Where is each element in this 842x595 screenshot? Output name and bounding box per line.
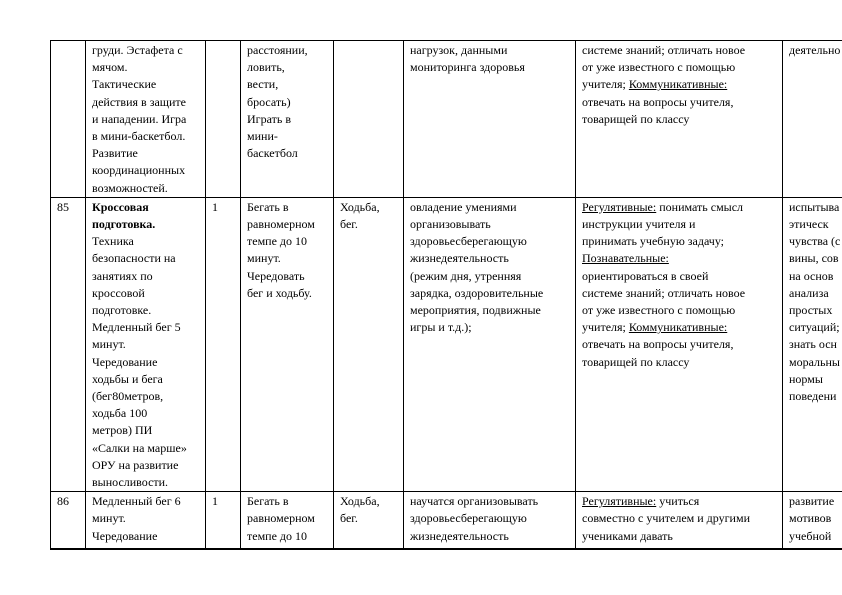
activity-cell <box>334 41 404 198</box>
uud-text: учителя; <box>582 320 629 335</box>
subject-results-line: зарядка, оздоровительные <box>410 285 544 300</box>
topic-line: (бег80метров, <box>92 389 164 404</box>
uud-text: понимать смысл <box>656 199 744 214</box>
uud-line <box>582 216 782 233</box>
table-row <box>51 41 842 198</box>
personal-results-line: мотивов <box>789 511 832 526</box>
uud-line <box>582 94 782 111</box>
uud-text: системе знаний; отличать новое <box>582 285 746 300</box>
lesson-number: 86 <box>57 494 69 509</box>
uud-text: совместно с учителем и другими <box>582 511 750 526</box>
skills-line: равномерном <box>247 217 315 232</box>
personal-results-line: деятельно <box>789 43 841 57</box>
hours-cell <box>206 492 241 550</box>
topic-line: Медленный бег 5 <box>92 320 181 335</box>
uud-text: учиться <box>656 494 700 509</box>
skills-line: ловить, <box>247 60 285 75</box>
uud-line <box>582 250 782 267</box>
uud-line <box>582 528 782 545</box>
topic-line: Чередование <box>92 528 158 543</box>
uud-text: учениками давать <box>582 528 673 543</box>
topic-line: действия в защите <box>92 94 186 109</box>
uud-line <box>582 233 782 250</box>
personal-results-line: развитие <box>789 494 835 509</box>
uud-category-label: Коммуникативные: <box>628 320 728 335</box>
activity-line: Ходьба, <box>340 494 380 509</box>
table-body <box>51 41 842 550</box>
uud-line <box>582 319 782 336</box>
lesson-plan-table <box>50 40 842 550</box>
topic-line: в мини-баскетбол. <box>92 129 186 144</box>
activity-cell <box>334 197 404 491</box>
topic-line: ходьба 100 <box>92 406 148 421</box>
subject-results-line: нагрузок, данными <box>410 43 508 57</box>
skills-line: минут. <box>247 251 281 266</box>
skills-line: мини- <box>247 129 278 144</box>
activity-line: бег. <box>340 511 358 526</box>
uud-line <box>582 285 782 302</box>
personal-results-line: нормы <box>789 371 823 386</box>
uud-line <box>582 111 782 128</box>
topic-line: безопасности на <box>92 251 176 266</box>
uud-line <box>582 268 782 285</box>
lesson-number-cell <box>51 492 86 550</box>
personal-results-line: ситуаций; <box>789 320 840 335</box>
topic-line: и нападении. Игра <box>92 111 187 126</box>
uud-text: товарищей по классу <box>582 111 690 126</box>
topic-line: выносливости. <box>92 475 169 490</box>
uud-text: принимать учебную задачу; <box>582 234 725 249</box>
topic-line: Развитие <box>92 146 138 161</box>
uud-text: от уже известного с помощью <box>582 303 736 318</box>
hours-value: 1 <box>212 199 218 214</box>
uud-text: от уже известного с помощью <box>582 60 736 75</box>
uud-cell <box>576 492 783 550</box>
uud-line <box>582 199 782 216</box>
topic-line: подготовке. <box>92 303 152 318</box>
topic-line: ходьбы и бега <box>92 371 163 386</box>
subject-results-cell <box>404 41 576 198</box>
personal-results-line: чувства (с <box>789 234 841 249</box>
skills-line: расстоянии, <box>247 43 308 57</box>
topic-line: Кроссовая <box>92 199 149 214</box>
subject-results-line: овладение умениями <box>410 199 517 214</box>
personal-results-line: поведени <box>789 389 837 404</box>
topic-line: минут. <box>92 337 126 352</box>
lesson-number-cell <box>51 197 86 491</box>
lesson-topic-cell <box>86 492 206 550</box>
topic-line: Чередование <box>92 354 158 369</box>
hours-cell <box>206 41 241 198</box>
topic-line: ОРУ на развитие <box>92 457 179 472</box>
skills-line: темпе до 10 <box>247 234 308 249</box>
subject-results-line: жизнедеятельность <box>410 251 509 266</box>
topic-line: подготовка. <box>92 217 156 232</box>
topic-line: возможностей. <box>92 180 168 195</box>
lesson-topic-cell <box>86 197 206 491</box>
skills-line: равномерном <box>247 511 315 526</box>
personal-results-cell <box>783 197 842 491</box>
uud-cell <box>576 41 783 198</box>
document-page <box>50 40 842 550</box>
skills-line: бросать) <box>247 94 291 109</box>
personal-results-line: учебной <box>789 528 832 543</box>
personal-results-cell <box>783 492 842 550</box>
skills-line: Чередовать <box>247 268 305 283</box>
subject-results-line: мониторинга здоровья <box>410 60 525 75</box>
personal-results-line: простых <box>789 303 833 318</box>
topic-line: «Салки на марше» <box>92 440 187 455</box>
uud-category-label: Познавательные: <box>582 251 669 266</box>
uud-line <box>582 59 782 76</box>
subject-results-line: организовывать <box>410 217 491 232</box>
subject-results-line: (режим дня, утренняя <box>410 268 522 283</box>
topic-line: груди. Эстафета с <box>92 43 183 57</box>
topic-line: занятиях по <box>92 268 153 283</box>
skills-cell <box>241 41 334 198</box>
subject-results-line: мероприятия, подвижные <box>410 303 541 318</box>
topic-line: минут. <box>92 511 126 526</box>
subject-results-line: научатся организовывать <box>410 494 539 509</box>
personal-results-line: на основ <box>789 268 834 283</box>
hours-value: 1 <box>212 494 218 509</box>
subject-results-line: игры и т.д.); <box>410 320 472 335</box>
personal-results-line: испытыва <box>789 199 840 214</box>
uud-line <box>582 493 782 510</box>
personal-results-line: знать осн <box>789 337 837 352</box>
topic-line: мячом. <box>92 60 128 75</box>
subject-results-line: здоровьесберегающую <box>410 511 527 526</box>
hours-cell <box>206 197 241 491</box>
uud-line <box>582 76 782 93</box>
topic-line: Тактические <box>92 77 157 92</box>
personal-results-line: моральны <box>789 354 840 369</box>
topic-line: координационных <box>92 163 186 178</box>
personal-results-line: вины, сов <box>789 251 839 266</box>
uud-line <box>582 354 782 371</box>
topic-line: метров) ПИ <box>92 423 153 438</box>
topic-line: Техника <box>92 234 134 249</box>
subject-results-line: здоровьесберегающую <box>410 234 527 249</box>
uud-text: ориентироваться в своей <box>582 268 709 283</box>
uud-line <box>582 42 782 59</box>
skills-line: Играть в <box>247 111 291 126</box>
personal-results-line: этическ <box>789 217 829 232</box>
skills-line: бег и ходьбу. <box>247 285 312 300</box>
activity-line: Ходьба, <box>340 199 380 214</box>
personal-results-line: анализа <box>789 285 829 300</box>
personal-results-cell <box>783 41 842 198</box>
activity-cell <box>334 492 404 550</box>
uud-text: учителя; <box>582 77 629 92</box>
uud-category-label: Коммуникативные: <box>628 77 728 92</box>
uud-line <box>582 336 782 353</box>
table-row <box>51 492 842 550</box>
skills-cell <box>241 492 334 550</box>
uud-text: системе знаний; отличать новое <box>582 43 746 57</box>
subject-results-cell <box>404 492 576 550</box>
topic-line: кроссовой <box>92 285 145 300</box>
uud-line <box>582 302 782 319</box>
skills-line: темпе до 10 <box>247 528 308 543</box>
uud-category-label: Регулятивные: <box>582 494 657 509</box>
activity-line: бег. <box>340 217 358 232</box>
lesson-number-cell <box>51 41 86 198</box>
uud-text: товарищей по классу <box>582 354 690 369</box>
lesson-number: 85 <box>57 199 69 214</box>
uud-text: отвечать на вопросы учителя, <box>582 337 734 352</box>
lesson-topic-cell <box>86 41 206 198</box>
uud-text: отвечать на вопросы учителя, <box>582 94 734 109</box>
skills-cell <box>241 197 334 491</box>
uud-text: инструкции учителя и <box>582 217 696 232</box>
skills-line: вести, <box>247 77 279 92</box>
skills-line: баскетбол <box>247 146 298 161</box>
uud-category-label: Регулятивные: <box>582 199 657 214</box>
topic-line: Медленный бег 6 <box>92 494 181 509</box>
table-row <box>51 197 842 491</box>
subject-results-line: жизнедеятельность <box>410 528 509 543</box>
uud-line <box>582 510 782 527</box>
skills-line: Бегать в <box>247 199 289 214</box>
uud-cell <box>576 197 783 491</box>
skills-line: Бегать в <box>247 494 289 509</box>
subject-results-cell <box>404 197 576 491</box>
